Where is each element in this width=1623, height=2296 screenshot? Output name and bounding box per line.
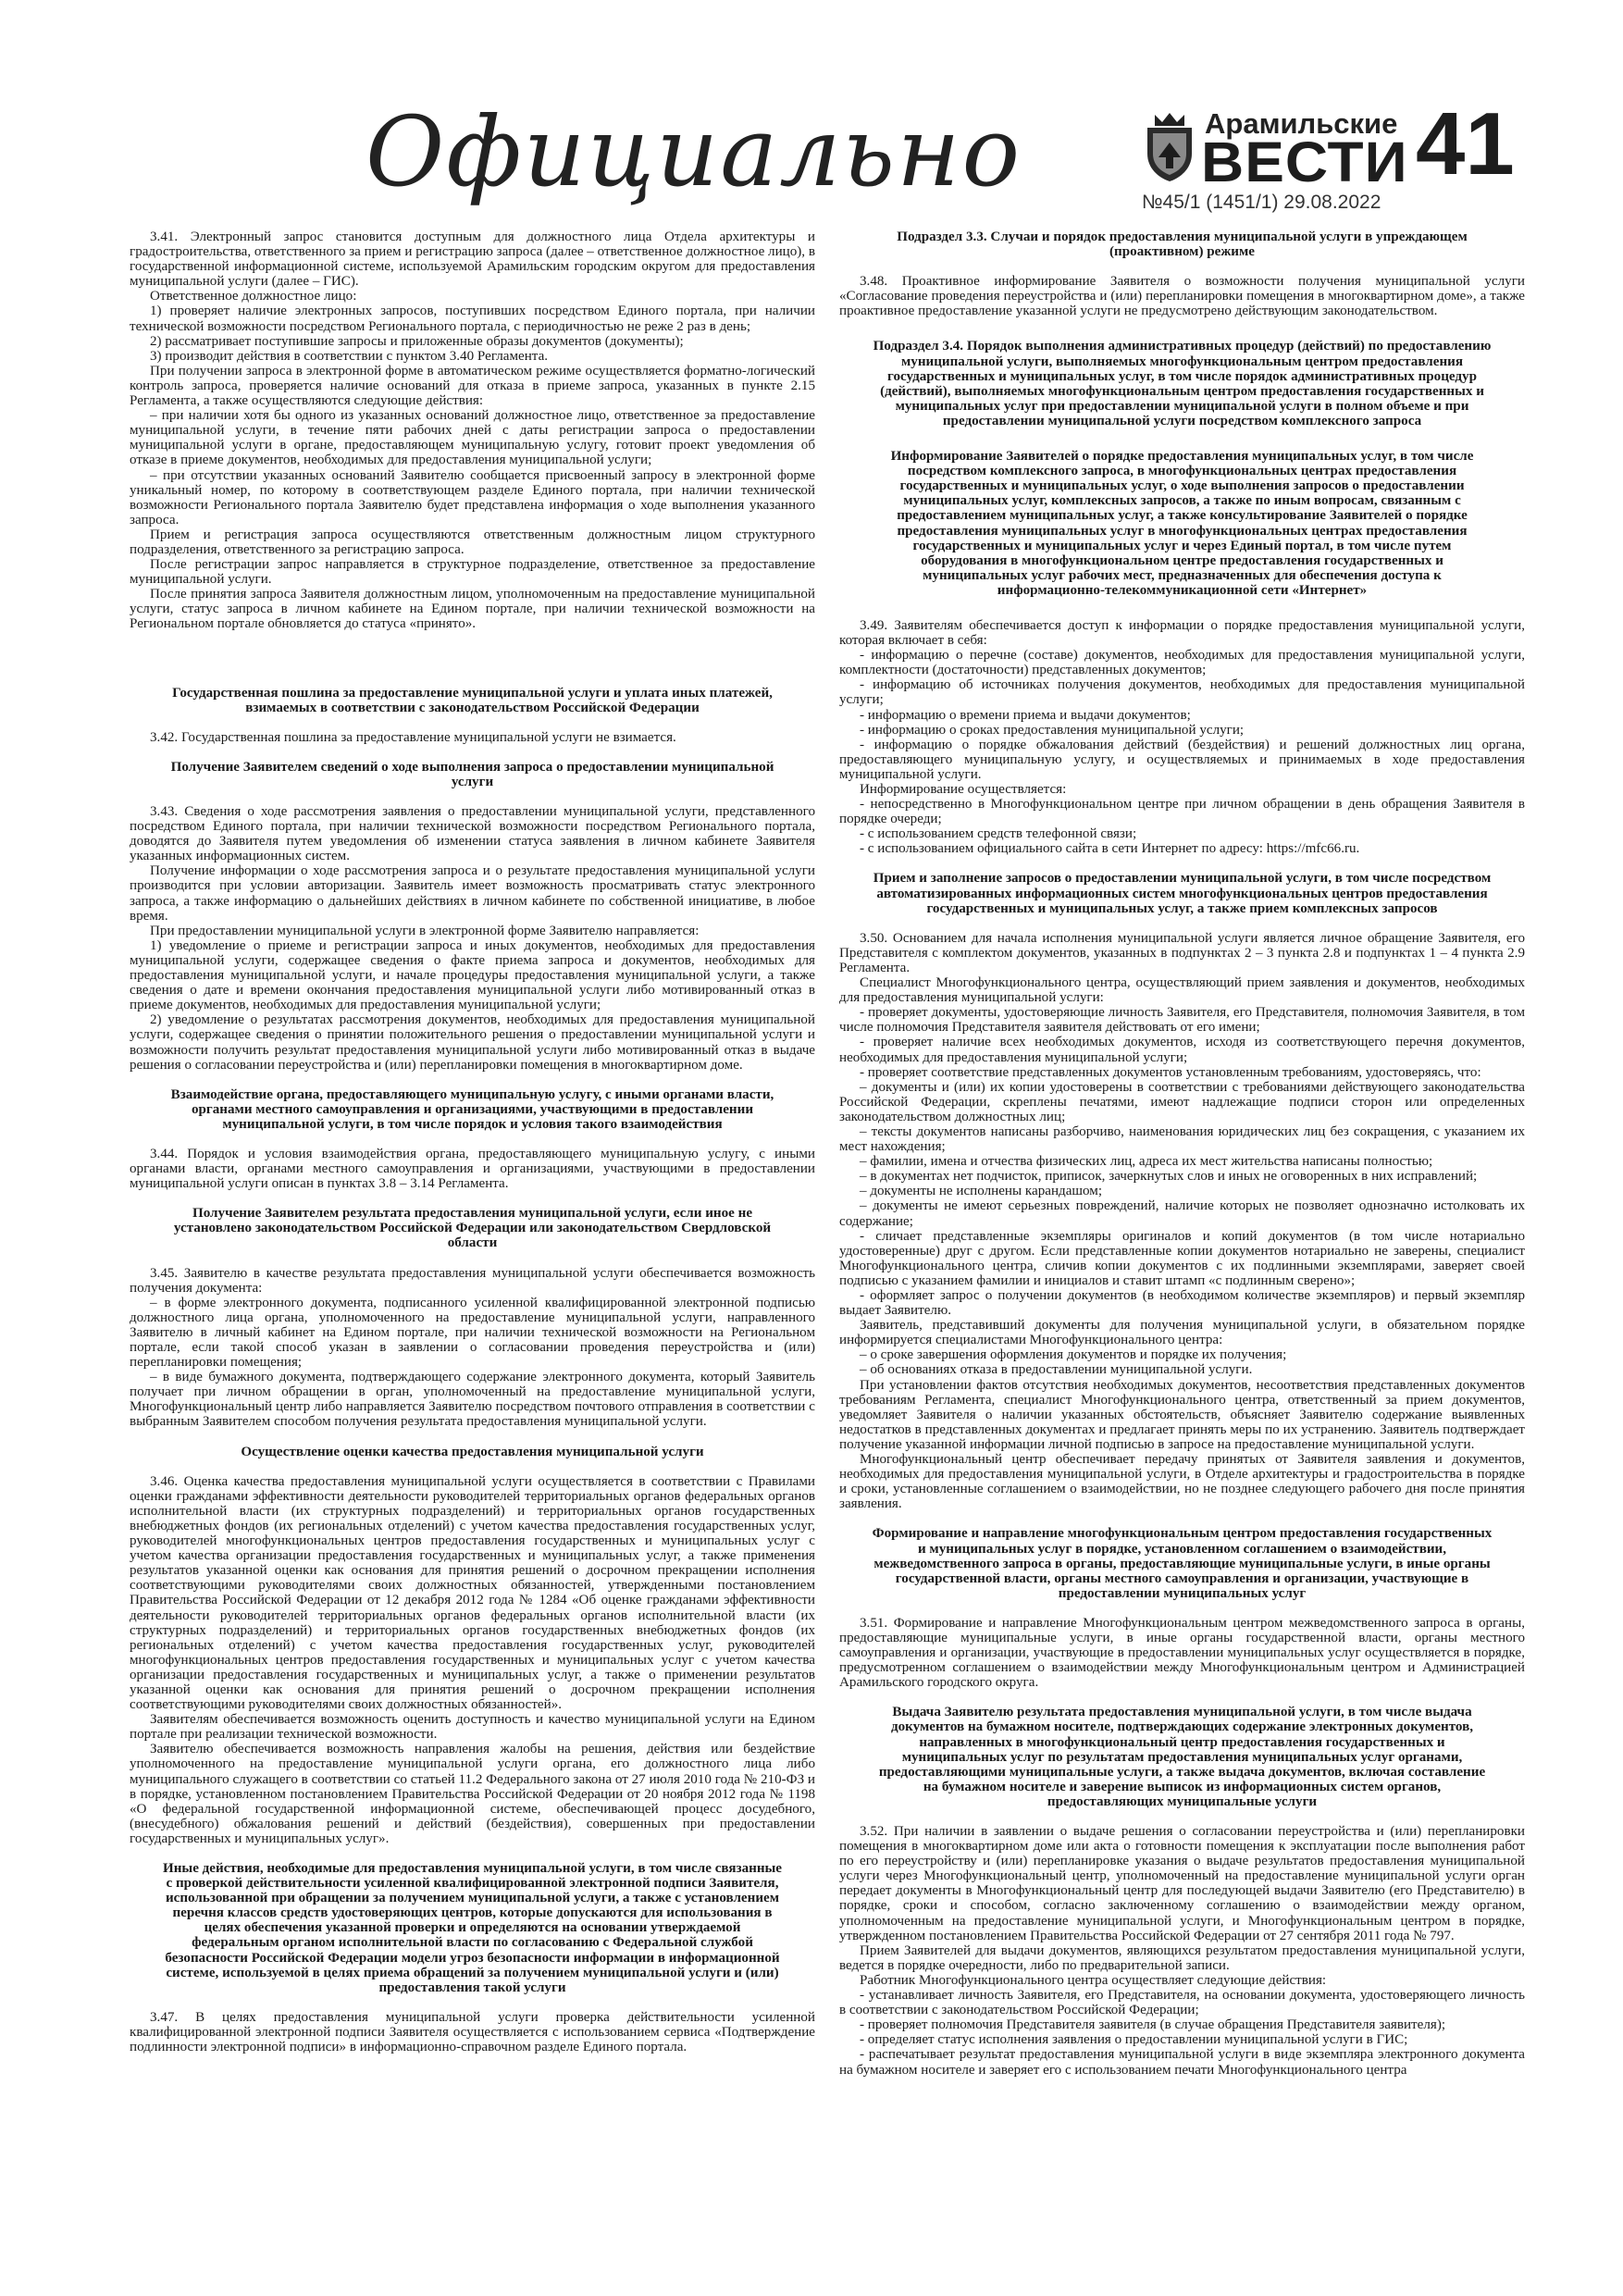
section-heading: Прием и заполнение запросов о предоставлении муниципальной услуги, в том числе посредством автоматизированных информационных систем многофункциональных центров предоставления государственных и муниципальных услуг, а также прием комплексных запросов bbox=[873, 871, 1492, 916]
paragraph: 3.47. В целях предоставления муниципальной услуги проверка действительности усиленной квалифицированной электронной подписи Заявителя осуществляется с использованием сервиса «Подтверждение подлинности электронной подписи» в информационно-справочном разделе Единого портала. bbox=[130, 2009, 815, 2055]
spacer bbox=[130, 715, 815, 730]
paragraph: Заявителям обеспечивается возможность оценить доступность и качество муниципальной услуги на Едином портале при реализации технической возможности. bbox=[130, 1712, 815, 1743]
paragraph: - с использованием средств телефонной связи; bbox=[860, 826, 1137, 842]
paragraph: - информацию о сроках предоставления муниципальной услуги; bbox=[860, 722, 1245, 738]
paragraph: - оформляет запрос о получении документов (в необходимом количестве экземпляров) и первый экземпляр выдает Заявителю. bbox=[839, 1288, 1525, 1319]
paragraph: - распечатывает результат предоставления муниципальной услуги в виде экземпляра электронного документа на бумажном носителе и заверяет его с использованием печати Многофункционального центра bbox=[839, 2047, 1525, 2078]
spacer bbox=[839, 1511, 1525, 1526]
logo-big-text: ВЕСТИ bbox=[1201, 130, 1408, 194]
spacer bbox=[130, 789, 815, 804]
section-heading: Государственная пошлина за предоставление муниципальной услуги и уплата иных платежей, взимаемых в соответствии с законодательством Российской Федерации bbox=[172, 685, 773, 715]
paragraph: 1) проверяет наличие электронных запросов, поступивших посредством Единого портала, при наличии технической возможности посредством Регионального портала, с периодичностью не реже 2 раз в день; bbox=[130, 304, 815, 334]
paragraph: Прием Заявителей для выдачи документов, являющихся результатом предоставления муниципальной услуги, ведется в порядке очередности, либо по предварительной записи. bbox=[839, 1942, 1525, 1973]
paragraph: Заявителю обеспечивается возможность направления жалобы на решения, действия или бездействие уполномоченного на предоставление муниципальной услуги органа, его должностного лица либо муниципального служащего в соответствии со статьей 11.2 Федерального закона от 27 июля 2010 года № 210-ФЗ и в порядке, установленном постановлением Правительства Российской Федерации от 20 ноября 2012 года № 1198 «О федеральной государственной информационной системе, обеспечивающей процесс досудебного, (внесудебного) обжалования решений и действий (бездействия), совершенных при предоставлении государственных и муниципальных услуг». bbox=[130, 1742, 815, 1846]
paragraph: Заявитель, представивший документы для получения муниципальной услуги, в обязательном порядке информируется специалистами Многофункционального центра: bbox=[839, 1318, 1525, 1348]
paragraph: 3) производит действия в соответствии с пунктом 3.40 Регламента. bbox=[150, 348, 549, 364]
paragraph: – в форме электронного документа, подписанного усиленной квалифицированной электронной подписью должностного лица органа, уполномоченного на предоставление муниципальной услуги, направленного Заявителю в личный кабинет на Едином портале, при наличии технической возможности на Региональном портале, если такой способ указан в заявлении о согласовании проведения переустройства и (или) перепланировки помещения; bbox=[130, 1295, 815, 1371]
section-heading: Подраздел 3.3. Случаи и порядок предоставления муниципальной услуги в упреждающем (проактивном) режиме bbox=[897, 230, 1468, 260]
spacer bbox=[130, 1132, 815, 1147]
paragraph: При предоставлении муниципальной услуги в электронной форме Заявителю направляется: bbox=[150, 923, 700, 938]
spacer bbox=[839, 259, 1525, 274]
paragraph: Информирование осуществляется: bbox=[860, 782, 1067, 797]
paragraph: Многофункциональный центр обеспечивает передачу принятых от Заявителя заявления и документов, необходимых для предоставления муниципальной услуги, в Отделе архитектуры и градостроительства в порядке и сроки, установленные соглашением о взаимодействии, но не позднее следующего рабочего дня после принятия заявления. bbox=[839, 1452, 1525, 1512]
paragraph: Получение информации о ходе рассмотрения запроса и о результате предоставления муниципальной услуги производится при условии авторизации. Заявитель имеет возможность просматривать статус электронного запроса, а также информацию о дальнейших действиях в личном кабинете по собственной инициативе, в любое время. bbox=[130, 863, 815, 924]
paragraph: – об основаниях отказа в предоставлении муниципальной услуги. bbox=[860, 1362, 1253, 1378]
paragraph: 3.50. Основанием для начала исполнения муниципальной услуги является личное обращение Заявителя, его Представителя с комплектом документов, указанных в подпунктах 2 – 3 пункта 2.8 и подпунктах 1 – 4 пункта 2.9 Регламента. bbox=[839, 930, 1525, 975]
paragraph: – тексты документов написаны разборчиво, наименования юридических лиц без сокращения, с указанием их мест нахождения; bbox=[839, 1123, 1525, 1155]
paragraph: После принятия запроса Заявителя должностным лицом, уполномоченным на предоставление муниципальной услуги, статус запроса в личном кабинете на Едином портале, при наличии технической возможности на Региональном портале обновляется до статуса «принято». bbox=[130, 587, 815, 632]
section-heading: Получение Заявителем сведений о ходе выполнения запроса о предоставлении муниципальной услуги bbox=[170, 759, 774, 789]
paragraph: 3.41. Электронный запрос становится доступным для должностного лица Отдела архитектуры и градостроительства, ответственного за прием и регистрацию запроса (далее – ответственное должностное лицо), в государственной информационной системе, используемой Арамильским городским округом для предоставления муниципальной услуги (далее – ГИС). bbox=[130, 230, 815, 290]
paragraph: Специалист Многофункционального центра, осуществляющий прием заявления и документов, необходимых для предоставления муниципальной услуги: bbox=[839, 975, 1525, 1006]
newspaper-logo bbox=[1142, 104, 1408, 196]
spacer bbox=[839, 856, 1525, 871]
paragraph: 3.42. Государственная пошлина за предоставление муниципальной услуги не взимается. bbox=[150, 729, 676, 745]
paragraph: Прием и регистрация запроса осуществляются ответственным должностным лицом структурного подразделения, ответственного за регистрацию запроса. bbox=[130, 527, 815, 557]
paragraph: - проверяет документы, удостоверяющие личность Заявителя, его Представителя, полномочия Заявителя, в том числе полномочия Представителя заявителя действовать от его имени; bbox=[839, 1005, 1525, 1036]
paragraph: - информацию о перечне (составе) документов, необходимых для предоставления муниципальной услуги, комплектности (достаточности) представленных документов; bbox=[839, 648, 1525, 678]
paragraph: 3.43. Сведения о ходе рассмотрения заявления о предоставлении муниципальной услуги, представленного посредством Единого портала, при наличии технической возможности посредством Регионального портала, доводятся до Заявителя путем уведомления об изменении статуса заявления в личном кабинете Заявителя указанных информационных систем. bbox=[130, 804, 815, 864]
spacer bbox=[130, 745, 815, 760]
spacer bbox=[130, 1459, 815, 1474]
paragraph: При установлении фактов отсутствия необходимых документов, несоответствия представленных документов требованиям Регламента, специалист Многофункционального центра, ответственный за прием документов, уведомляет Заявителя о наличии указанных обстоятельств, объясняет Заявителю содержание выявленных недостатков в представленных документах и предлагает принять меры по их устранению. Заявитель подтверждает получение указанной информации личной подписью в запросе на предоставление муниципальной услуги. bbox=[839, 1377, 1525, 1452]
paragraph: – в виде бумажного документа, подтверждающего содержание электронного документа, который Заявитель получает при личном обращении в орган, уполномоченный на предоставление муниципальной услуги, Многофункциональный центр либо направляется Заявителю посредством почтового отправления в соответствии с выбранным Заявителем способом получения результата предоставления муниципальной услуги. bbox=[130, 1370, 815, 1430]
spacer bbox=[130, 1846, 815, 1861]
spacer bbox=[130, 632, 815, 686]
left-column bbox=[130, 230, 815, 2265]
section-heading: Информирование Заявителей о порядке предоставления муниципальных услуг, в том числе посредством комплексного запроса, в многофункциональных центрах предоставления государственных и муниципальных услуг, о ходе выполнения запросов о предоставлении муниципальных услуг, комплексных запросов, а также по иным вопросам, связанным с предоставлением муниципальных услуг, а также консультирование Заявителей о порядке предоставления муниципальных услуг в многофункциональных центрах предоставления государственных и муниципальных услуг и через Единый портал, в том числе путем оборудования в многофункциональном центре предоставления государственных и муниципальных услуг рабочих мест, предназначенных для обеспечения доступа к информационно-телекоммуникационной сети «Интернет» bbox=[890, 449, 1474, 598]
spacer bbox=[130, 1073, 815, 1087]
paragraph: Ответственное должностное лицо: bbox=[150, 289, 357, 304]
paragraph: - проверяет соответствие представленных документов установленным требованиям, удостоверяясь, что: bbox=[860, 1064, 1481, 1080]
paragraph: - информацию о порядке обжалования действий (бездействия) и решений должностных лиц органа, предоставляющего муниципальную услугу, и осуществляемых и принимаемых в ходе предоставления муниципальной услуги. bbox=[839, 737, 1525, 782]
paragraph: – фамилии, имена и отчества физических лиц, адреса их мест жительства написаны полностью; bbox=[860, 1154, 1433, 1170]
paragraph: - проверяет наличие всех необходимых документов, исходя из соответствующего перечня документов, необходимых для предоставления муниципальной услуги; bbox=[839, 1035, 1525, 1065]
paragraph: 3.48. Проактивное информирование Заявителя о возможности получения муниципальной услуги «Согласование проведения переустройства и (или) перепланировки помещения в многоквартирном доме», а также проактивное предоставление указанной услуги не предусмотрено действующим законодательством. bbox=[839, 274, 1525, 319]
section-heading: Иные действия, необходимые для предоставления муниципальной услуги, в том числе связанные с проверкой действительности усиленной квалифицированной электронной подписи Заявителя, использованной при обращении за получением муниципальной услуги, а также с установлением перечня классов средств удостоверяющих центров, которые допускаются для использования в целях обеспечения указанной проверки и определяются на основании утверждаемой федеральным органом исполнительной власти по согласованию с Федеральной службой безопасности Российской Федерации модели угроз безопасности информации в информационной системе, используемой в целях приема обращений за получением муниципальной услуги и (или) предоставления такой услуги bbox=[162, 1861, 783, 1995]
spacer bbox=[130, 1191, 815, 1206]
spacer bbox=[839, 916, 1525, 931]
spacer bbox=[130, 1430, 815, 1445]
spacer bbox=[130, 1995, 815, 2010]
paragraph: – при отсутствии указанных оснований Заявителю сообщается присвоенный запросу в электронной форме уникальный номер, по которому в соответствующем разделе Единого портала, при наличии технической возможности Регионального портала Заявителю будет представлена информация о ходе выполнения указанного запроса. bbox=[130, 467, 815, 527]
paragraph: 3.51. Формирование и направление Многофункциональным центром межведомственного запроса в органы, предоставляющие муниципальные услуги, в иные органы государственной власти, органы местного самоуправления и организации, участвующие в предоставлении муниципальных услуг осуществляется в порядке, предусмотренном соглашением о взаимодействии между Многофункциональным центром и Администрацией Арамильского городского округа. bbox=[839, 1615, 1525, 1691]
paragraph: При получении запроса в электронной форме в автоматическом режиме осуществляется форматно-логический контроль запроса, проверяется наличие оснований для отказа в приеме запроса, указанных в пункте 2.15 Регламента, а также осуществляются следующие действия: bbox=[130, 363, 815, 409]
section-heading: Выдача Заявителю результата предоставления муниципальной услуги, в том числе выдача документов на бумажном носителе, подтверждающих содержание электронных документов, направленных в многофункциональный центр предоставления государственных и муниципальных услуг по результатам предоставления муниципальных услуг органами, предоставляющими муниципальные услуги, а также выдача документов, включая составление на бумажном носителе и заверение выписок из информационных систем органов, предоставляющих муниципальные услуги bbox=[878, 1705, 1486, 1809]
section-heading: Подраздел 3.4. Порядок выполнения административных процедур (действий) по предоставлению муниципальной услуги, выполняемых многофункциональным центром предоставления государственных и муниципальных услуг, в том числе порядок административных процедур (действий), выполняемых многофункциональным центром предоставления государственных и муниципальных услуг при предоставлении муниципальной услуги в полном объеме и при предоставлении муниципальной услуги посредством комплексного запроса bbox=[873, 339, 1492, 428]
logo-small-text: Арамильские bbox=[1205, 107, 1398, 140]
paragraph: После регистрации запрос направляется в структурное подразделение, ответственное за предоставление муниципальной услуги. bbox=[130, 557, 815, 588]
issue-number: №45/1 (1451/1) 29.08.2022 bbox=[1142, 192, 1381, 213]
paragraph: 3.49. Заявителям обеспечивается доступ к информации о порядке предоставления муниципальной услуги, которая включает в себя: bbox=[839, 617, 1525, 649]
paragraph: 2) рассматривает поступившие запросы и приложенные образы документов (документы); bbox=[150, 333, 684, 349]
paragraph: - с использованием официального сайта в сети Интернет по адресу: https://mfc66.ru. bbox=[860, 841, 1360, 857]
section-heading: Осуществление оценки качества предоставления муниципальной услуги bbox=[241, 1444, 704, 1459]
paragraph: - информацию о времени приема и выдачи документов; bbox=[860, 707, 1191, 723]
paragraph: – при наличии хотя бы одного из указанных оснований должностное лицо, ответственное за предоставление муниципальной услуги, в течение пяти рабочих дней с даты регистрации запроса о предоставлении муниципальной услуги в органе, предоставляющем муниципальную услугу, готовит проект уведомления об отказе в приеме документов, необходимых для предоставления муниципальной услуги; bbox=[130, 408, 815, 468]
paragraph: 3.44. Порядок и условия взаимодействия органа, предоставляющего муниципальную услугу, с иными органами власти, органами местного самоуправления и организациями, участвующими в предоставлении муниципальной услуги описан в пунктах 3.8 – 3.14 Регламента. bbox=[130, 1146, 815, 1192]
paragraph: - проверяет полномочия Представителя заявителя (в случае обращения Представителя заявителя); bbox=[860, 2017, 1446, 2033]
paragraph: - информацию об источниках получения документов, необходимых для предоставления муниципальной услуги; bbox=[839, 677, 1525, 708]
spacer bbox=[839, 598, 1525, 618]
paragraph: 3.46. Оценка качества предоставления муниципальной услуги осуществляется в соответствии с Правилами оценки гражданами эффективности деятельности руководителей территориальных органов федеральных органов исполнительной власти (их структурных подразделений) и территориальных органов государственных внебюджетных фондов (их региональных отделений) с учетом качества предоставления государственных услуг, руководителей многофункциональных центров предоставления государственных и муниципальных услуг с учетом качества организации предоставления государственных и муниципальных услуг, а также применения результатов указанной оценки как основания для принятия решений о досрочном прекращении исполнения соответствующими руководителями своих должностных обязанностей, утвержденными постановлением Правительства Российской Федерации от 12 декабря 2012 года № 1284 «Об оценке гражданами эффективности деятельности руководителей территориальных органов федеральных органов исполнительной власти (их структурных подразделений) и территориальных органов государственных внебюджетных фондов (их региональных отделений) с учетом качества предоставления государственных услуг, руководителей многофункциональных центров предоставления государственных и муниципальных услуг с учетом качества организации предоставления государственных и муниципальных услуг, а также о применении результатов указанной оценки как основания для принятия решений о досрочном прекращении исполнения соответствующими руководителями своих должностных обязанностей». bbox=[130, 1473, 815, 1713]
section-heading: Взаимодействие органа, предоставляющего муниципальную услугу, с иными органами власти, органами местного самоуправления и организациями, участвующими в предоставлении муниципальной услуги, в том числе порядок и условия такого взаимодействия bbox=[170, 1086, 774, 1132]
paragraph: – в документах нет подчисток, приписок, зачеркнутых слов и иных не оговоренных в них исправлений; bbox=[860, 1169, 1478, 1185]
paragraph: – о сроке завершения оформления документов и порядке их получения; bbox=[860, 1347, 1287, 1363]
section-heading: Формирование и направление многофункциональным центром предоставления государственных и муниципальных услуг в порядке, установленном соглашением о взаимодействии, межведомственного запроса в органы, предоставляющие муниципальные услуги, в иные органы государственной власти, органы местного самоуправления и организации, участвующие в предоставлении муниципальных услуг bbox=[872, 1526, 1493, 1601]
section-title: Официально bbox=[365, 95, 1022, 208]
paragraph: 3.52. При наличии в заявлении о выдаче решения о согласовании переустройства и (или) перепланировки помещения в многоквартирном доме или акта о готовности помещения к эксплуатации после выполнения работ по его переустройству и (или) перепланировке указания о выдаче результатов предоставления муниципальной услуги через Многофункциональный центр, уполномоченный на предоставление муниципальной услуги орган передает документы в Многофункциональный центр для последующей выдачи Заявителю (его Представителю) в порядке, сроки и способом, согласно заключенному соглашению о взаимодействии между органом, уполномоченным на предоставление муниципальной услуги, и Многофункциональным центром в порядке, утвержденном постановлением Правительства Российской Федерации от 27 сентября 2011 года № 797. bbox=[839, 1824, 1525, 1943]
coat-of-arms-icon bbox=[1142, 111, 1197, 183]
spacer bbox=[839, 1601, 1525, 1616]
article-columns bbox=[130, 230, 1525, 2265]
section-heading: Получение Заявителем результата предоставления муниципальной услуги, если иное не установлено законодательством Российской Федерации или законодательством Свердловской области bbox=[173, 1206, 772, 1251]
spacer bbox=[839, 428, 1525, 449]
paragraph: – документы не исполнены карандашом; bbox=[860, 1184, 1103, 1199]
paragraph: 2) уведомление о результатах рассмотрения документов, необходимых для предоставления муниципальной услуги, содержащее сведения о принятии положительного решения о предоставлении муниципальной услуги и возможности получить результат предоставления муниципальной услуги либо мотивированный отказ в выдаче решения о согласовании переустройства и (или) перепланировки помещения в многоквартирном доме. bbox=[130, 1012, 815, 1073]
paragraph: 1) уведомление о приеме и регистрации запроса и иных документов, необходимых для предоставления муниципальной услуги, содержащее сведения о факте приема запроса и документов, необходимых для предоставления муниципальной услуги, и начале процедуры предоставления муниципальной услуги, а также сведения о дате и времени окончания предоставления муниципальной услуги либо мотивированный отказ в приеме документов, необходимых для предоставления муниципальной услуги; bbox=[130, 937, 815, 1013]
page-number: 41 bbox=[1416, 94, 1515, 193]
paragraph: - устанавливает личность Заявителя, его Представителя, на основании документа, удостоверяющего личность в соответствии с законодательством Российской Федерации; bbox=[839, 1988, 1525, 2018]
spacer bbox=[839, 318, 1525, 339]
right-column bbox=[839, 230, 1525, 2265]
spacer bbox=[839, 1809, 1525, 1824]
paragraph: – документы и (или) их копии удостоверены в соответствии с требованиями действующего законодательства Российской Федерации, скреплены печатями, имеют надлежащие подписи сторон или определенных законодательством должностных лиц; bbox=[839, 1079, 1525, 1124]
paragraph: - сличает представленные экземпляры оригиналов и копий документов (в том числе нотариально удостоверенные) друг с другом. Если представленные копии документов нотариально не заверены, специалист Многофункционального центра, сличив копии документов с их подлинными экземплярами, заверяет своей подписью с указанием фамилии и инициалов и ставит штамп «с подлинным сверено»; bbox=[839, 1228, 1525, 1288]
paragraph: - определяет статус исполнения заявления о предоставлении муниципальной услуги в ГИС; bbox=[860, 2032, 1408, 2048]
paragraph: Работник Многофункционального центра осуществляет следующие действия: bbox=[860, 1972, 1327, 1988]
spacer bbox=[839, 1690, 1525, 1705]
paragraph: 3.45. Заявителю в качестве результата предоставления муниципальной услуги обеспечивается возможность получения документа: bbox=[130, 1265, 815, 1296]
spacer bbox=[130, 1251, 815, 1266]
paragraph: – документы не имеют серьезных повреждений, наличие которых не позволяет однозначно истолковать их содержание; bbox=[839, 1198, 1525, 1229]
paragraph: - непосредственно в Многофункциональном центре при личном обращении в день обращения Заявителя в порядке очереди; bbox=[839, 797, 1525, 827]
masthead bbox=[0, 0, 1623, 213]
